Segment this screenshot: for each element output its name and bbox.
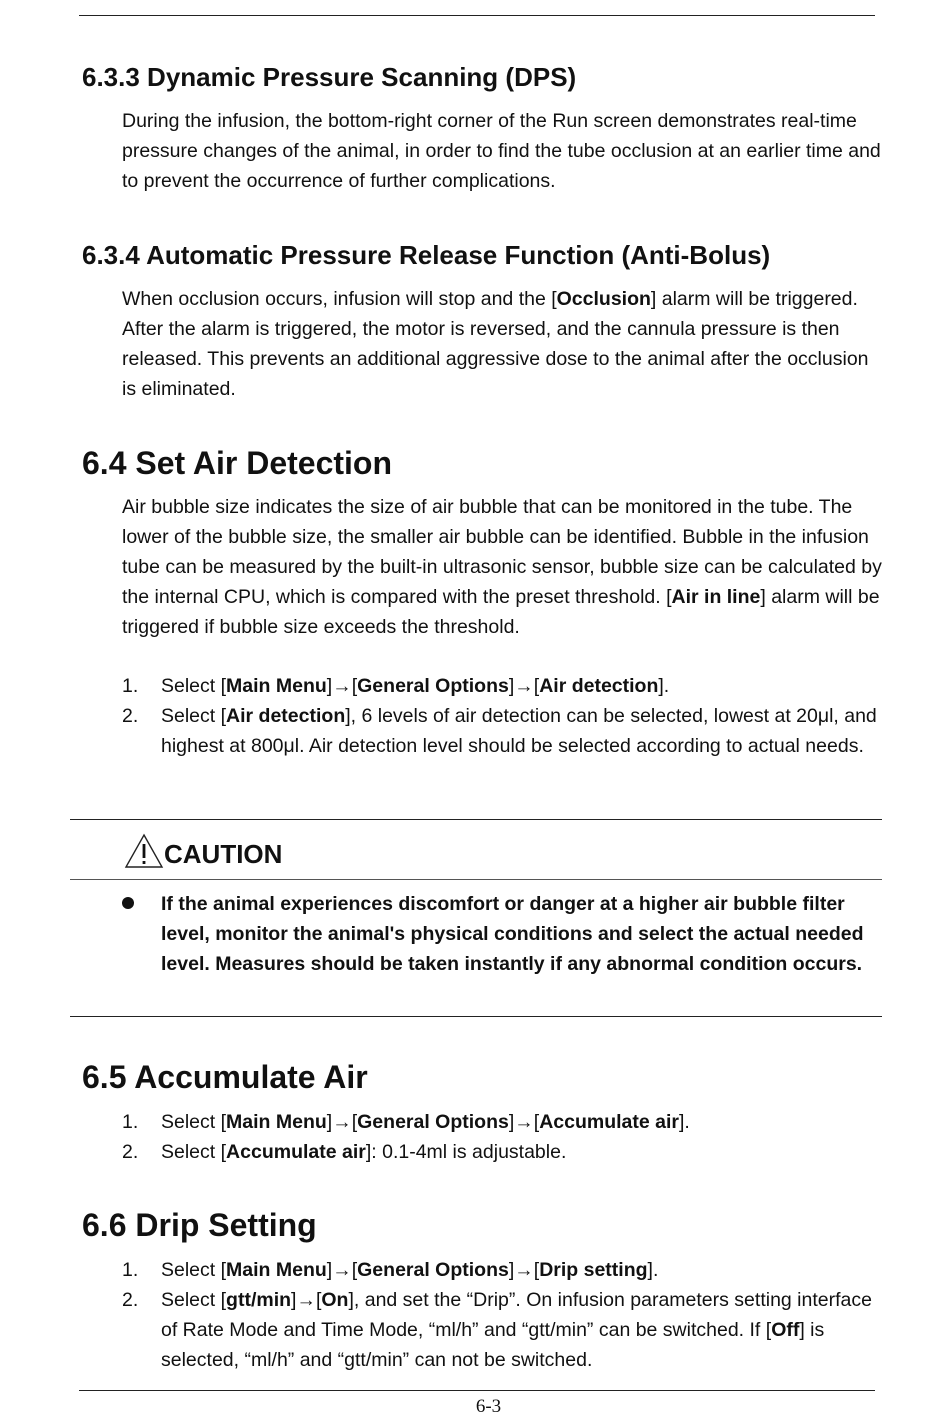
caution-body (122, 889, 882, 979)
accumulate-air-steps (122, 1107, 882, 1167)
heading-6-6: 6.6 Drip Setting (82, 1207, 317, 1243)
caution-header (124, 829, 282, 869)
caution-bottom-rule (70, 1016, 882, 1017)
footer-rule (79, 1390, 875, 1391)
heading-6-3-4: 6.3.4 Automatic Pressure Release Function (Anti-Bolus) (82, 240, 771, 270)
paragraph-air-detection: Air bubble size indicates the size of air bubble that can be monitored in the tube. The lower of the bubble size, the smaller air bubble can be identified. Bubble in the infusion tube can be measured by the built-in ultrasonic sensor, bubble size can be calculated by the internal CPU, which is compared with the preset threshold. [Air in line] alarm will be triggered if bubble size exceeds the threshold. (122, 496, 882, 638)
list-item: 2. Select [gtt/min]→[On], and set the “Drip”. On infusion parameters setting interface of Rate Mode and Time Mode, “ml/h” and “gtt/min” can be switched. If [Off] is selected, “ml/h” and “gtt/min” can not be switched. (122, 1289, 872, 1371)
paragraph-dps: During the infusion, the bottom-right corner of the Run screen demonstrates real-time pressure changes of the animal, in order to find the tube occlusion at an earlier time and to prevent the occurrence of further complications. (122, 110, 881, 192)
caution-label: CAUTION (164, 839, 283, 869)
heading-6-4: 6.4 Set Air Detection (82, 445, 393, 481)
list-item: 2. Select [Air detection], 6 levels of air detection can be selected, lowest at 20μl, and highest at 800μl. Air detection level should be selected according to actual needs. (122, 705, 877, 757)
page-number: 6-3 (475, 1396, 502, 1417)
list-item: 1. Select [Main Menu]→[General Options]→[Air detection]. (122, 675, 670, 697)
header-rule (79, 15, 875, 16)
paragraph-anti-bolus: When occlusion occurs, infusion will stop and the [Occlusion] alarm will be triggered. After the alarm is triggered, the motor is reversed, and the cannula pressure is then released. This prevents an additional aggressive dose to the animal after the occlusion is eliminated. (122, 288, 869, 400)
warning-triangle-icon (124, 833, 164, 869)
list-item: 1. Select [Main Menu]→[General Options]→[Accumulate air]. (122, 1111, 690, 1133)
list-item: 1. Select [Main Menu]→[General Options]→[Drip setting]. (122, 1259, 659, 1281)
drip-setting-steps (122, 1255, 882, 1375)
caution-divider (70, 879, 882, 880)
list-item: 2. Select [Accumulate air]: 0.1-4ml is adjustable. (122, 1141, 567, 1163)
caution-text: If the animal experiences discomfort or danger at a higher air bubble filter level, monitor the animal's physical conditions and select the actual needed level. Measures should be taken instantly if any abnormal condition occurs. (161, 893, 864, 975)
heading-6-3-3: 6.3.3 Dynamic Pressure Scanning (DPS) (82, 62, 577, 92)
air-detection-steps (122, 671, 882, 761)
caution-top-rule (70, 819, 882, 820)
heading-6-5: 6.5 Accumulate Air (82, 1059, 368, 1095)
bullet-icon (122, 897, 134, 909)
